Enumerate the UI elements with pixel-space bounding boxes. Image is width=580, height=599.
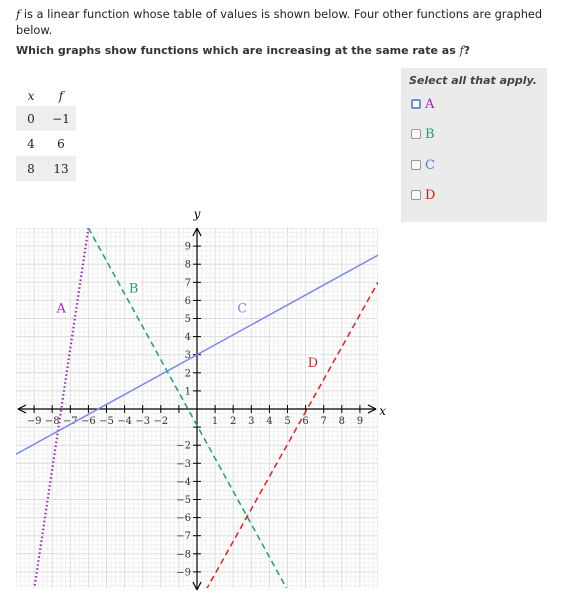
x-tick-label: 4 xyxy=(266,416,273,427)
table-cell: 8 xyxy=(16,156,46,181)
prompt-text xyxy=(16,6,576,38)
x-tick-label: 6 xyxy=(302,416,309,427)
y-tick-label: −2 xyxy=(176,440,191,452)
y-tick-label: −6 xyxy=(176,513,191,525)
y-tick-label: 5 xyxy=(184,314,191,325)
table-cell: 4 xyxy=(27,136,35,151)
choice-a[interactable] xyxy=(411,96,434,112)
y-tick-label: −5 xyxy=(176,495,191,506)
table-header-f: f xyxy=(58,89,64,103)
x-tick-label: 2 xyxy=(230,416,237,427)
question-body: Which graphs show functions which are increasing at the same rate as xyxy=(16,44,460,57)
y-tick-label: 7 xyxy=(184,277,191,289)
values-table xyxy=(16,86,76,181)
answer-panel xyxy=(401,68,547,222)
choice-d[interactable] xyxy=(411,187,435,203)
x-tick-label: −8 xyxy=(44,416,60,427)
table-header-x: x xyxy=(27,89,35,103)
x-tick-label: −4 xyxy=(117,416,132,427)
y-tick-label: −3 xyxy=(176,458,191,470)
x-tick-label: 5 xyxy=(284,416,291,427)
x-axis-label: x xyxy=(379,404,386,418)
x-tick-label: −6 xyxy=(81,416,96,427)
y-tick-label: −7 xyxy=(176,531,191,543)
x-tick-label: 7 xyxy=(320,416,327,427)
y-tick-label: 8 xyxy=(184,259,191,271)
y-tick-label: 3 xyxy=(184,350,191,362)
x-tick-label: 9 xyxy=(356,416,364,427)
y-tick-label: 1 xyxy=(184,386,191,398)
x-tick-label: 8 xyxy=(338,416,345,427)
y-tick-label: 2 xyxy=(184,368,191,380)
checkbox-d[interactable] xyxy=(411,190,421,200)
choice-b-label: B xyxy=(425,126,435,142)
table-cell: 13 xyxy=(46,156,76,181)
choice-c[interactable] xyxy=(411,157,435,173)
series-label-c: C xyxy=(237,301,248,317)
question-end: ? xyxy=(463,44,471,57)
x-tick-label: −2 xyxy=(153,416,169,427)
y-tick-label: −4 xyxy=(176,476,191,488)
question-text xyxy=(16,44,470,57)
table-cell: −1 xyxy=(46,106,76,131)
coordinate-graph xyxy=(12,206,386,596)
table-cell: 6 xyxy=(57,136,65,151)
prompt-body: is a linear function whose table of values is shown below. Four other functions are graphed below. xyxy=(16,7,543,37)
y-tick-label: −9 xyxy=(176,567,191,579)
table-row xyxy=(16,131,76,156)
x-tick-label: −5 xyxy=(99,416,114,427)
table-row xyxy=(16,106,76,131)
question-function-name: f xyxy=(459,44,464,57)
x-tick-label: −7 xyxy=(62,416,78,427)
checkbox-c[interactable] xyxy=(411,160,421,170)
x-tick-label: −3 xyxy=(135,416,151,427)
y-axis-label: y xyxy=(193,207,201,221)
table-cell: 0 xyxy=(16,106,46,131)
series-label-a: A xyxy=(56,301,66,317)
select-hint: Select all that apply. xyxy=(409,74,537,87)
y-tick-label: 4 xyxy=(184,332,191,344)
y-tick-label: 9 xyxy=(184,241,191,253)
x-tick-label: 1 xyxy=(211,416,219,427)
choice-c-label: C xyxy=(425,157,435,173)
series-label-d: D xyxy=(307,355,319,371)
checkbox-b[interactable] xyxy=(411,129,421,139)
x-tick-label: −9 xyxy=(26,416,42,427)
y-tick-label: −8 xyxy=(176,549,191,561)
choice-d-label: D xyxy=(425,187,436,203)
table-row xyxy=(16,156,76,181)
function-name: f xyxy=(16,7,21,21)
choice-a-label: A xyxy=(425,96,435,112)
table-header-row xyxy=(16,86,76,106)
choice-b[interactable] xyxy=(411,126,435,142)
x-tick-label: 3 xyxy=(248,416,255,427)
y-tick-label: 6 xyxy=(184,295,191,307)
series-label-b: B xyxy=(128,281,139,297)
checkbox-a[interactable] xyxy=(411,99,421,109)
